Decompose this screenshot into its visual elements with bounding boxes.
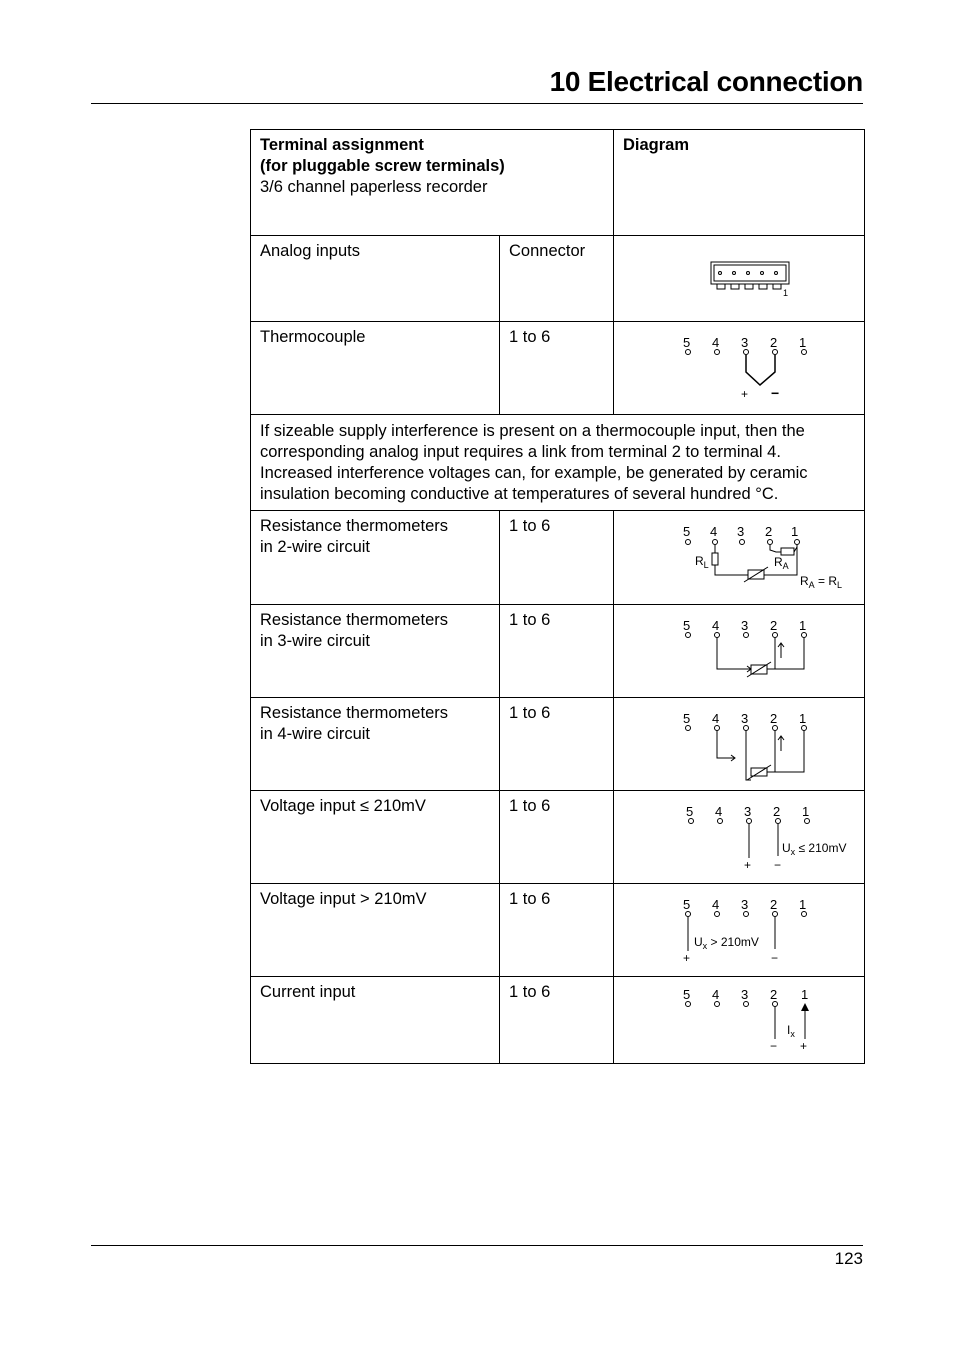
plus-sign: + xyxy=(744,858,752,872)
thermocouple-diagram-cell xyxy=(614,322,865,415)
terminal-number-1: 1 xyxy=(791,524,799,539)
terminal-3 xyxy=(744,350,749,355)
terminal-3 xyxy=(740,540,745,545)
terminal-number-3: 3 xyxy=(741,618,749,633)
voltage-high-diagram xyxy=(623,889,872,971)
terminal-number-4: 4 xyxy=(712,987,720,1002)
rtd-2wire-diagram-cell xyxy=(614,511,865,605)
header-rule xyxy=(91,103,863,104)
terminal-number-4: 4 xyxy=(712,618,720,633)
connector-pin xyxy=(747,272,750,275)
connector-pin xyxy=(733,272,736,275)
terminal-3 xyxy=(744,912,749,917)
minus-sign: − xyxy=(770,1039,778,1053)
terminal-5 xyxy=(686,350,691,355)
row-channels: 1 to 6 xyxy=(500,977,614,1064)
table-row xyxy=(251,977,865,1064)
terminal-5 xyxy=(686,726,691,731)
current-arrow xyxy=(778,643,784,658)
terminal-2 xyxy=(768,540,773,545)
chapter-title: 10 Electrical connection xyxy=(549,66,863,97)
connector-pin xyxy=(719,272,722,275)
connector-pin xyxy=(775,272,778,275)
ra-resistor xyxy=(781,548,794,555)
row-label xyxy=(251,698,500,791)
rtd-4wire-diagram-cell xyxy=(614,698,865,791)
terminal-number-4: 4 xyxy=(712,897,720,912)
rl-label: $R_L$ xyxy=(695,554,709,570)
row-label: Current input xyxy=(251,977,500,1064)
rl-wire xyxy=(715,545,748,575)
current-arrow xyxy=(778,736,784,751)
rtd-3wire-diagram-cell xyxy=(614,605,865,698)
terminal-2 xyxy=(776,819,781,824)
page-number: 123 xyxy=(834,1249,863,1268)
terminal-2 xyxy=(773,350,778,355)
table-header-row xyxy=(251,130,865,236)
voltage-low-diagram-cell xyxy=(614,791,865,884)
terminal-2 xyxy=(773,726,778,731)
connector-teeth xyxy=(717,284,781,289)
header-diagram-cell xyxy=(614,130,865,236)
terminal-3 xyxy=(744,1002,749,1007)
terminal-5 xyxy=(686,1002,691,1007)
wire-left xyxy=(717,638,751,669)
terminal-3 xyxy=(744,633,749,638)
row-label-line2: in 4-wire circuit xyxy=(260,725,371,743)
table-row xyxy=(251,791,865,884)
terminal-5 xyxy=(686,540,691,545)
terminal-1 xyxy=(805,819,810,824)
row-channels: 1 to 6 xyxy=(500,322,614,415)
terminal-1 xyxy=(802,633,807,638)
terminal-number-5: 5 xyxy=(683,711,691,726)
thermocouple-diagram xyxy=(623,327,872,409)
voltage-low-diagram xyxy=(623,796,872,878)
current-arrow-icon xyxy=(801,1003,809,1011)
table-row xyxy=(251,415,865,511)
current-input-diagram-cell xyxy=(614,977,865,1064)
rl-resistor xyxy=(712,553,718,565)
plus-sign: + xyxy=(741,387,749,401)
terminal-4 xyxy=(715,912,720,917)
row-label: Voltage input > 210mV xyxy=(251,884,500,977)
terminal-number-2: 2 xyxy=(773,804,781,819)
row-label-line1: Resistance thermometers xyxy=(260,704,448,722)
terminal-number-2: 2 xyxy=(770,897,778,912)
minus-sign: − xyxy=(771,385,780,401)
row-label-line1: Resistance thermometers xyxy=(260,611,448,629)
row-label-line2: in 3-wire circuit xyxy=(260,632,371,650)
terminal-number-4: 4 xyxy=(710,524,718,539)
voltage-high-diagram-cell xyxy=(614,884,865,977)
terminal-2 xyxy=(773,633,778,638)
thermocouple-junction xyxy=(746,355,775,385)
terminal-number-2: 2 xyxy=(770,618,778,633)
terminal-3 xyxy=(747,819,752,824)
row-channels: Connector xyxy=(500,236,614,322)
row-channels: 1 to 6 xyxy=(500,884,614,977)
terminal-4 xyxy=(715,726,720,731)
terminal-number-1: 1 xyxy=(799,335,807,350)
ux-gt-210-label: $U_x > 210mV$ xyxy=(694,935,759,951)
terminal-number-4: 4 xyxy=(715,804,723,819)
terminal-number-1: 1 xyxy=(801,987,809,1002)
wire-2 xyxy=(767,731,775,772)
terminal-number-5: 5 xyxy=(683,897,691,912)
terminal-number-4: 4 xyxy=(712,335,720,350)
rtd-4wire-diagram xyxy=(623,703,872,785)
terminal-number-1: 1 xyxy=(802,804,810,819)
terminal-1 xyxy=(802,912,807,917)
terminal-2 xyxy=(773,1002,778,1007)
header-title: Terminal assignment xyxy=(260,136,424,154)
terminal-number-5: 5 xyxy=(686,804,694,819)
connector-pin xyxy=(761,272,764,275)
terminal-4 xyxy=(715,1002,720,1007)
terminal-4 xyxy=(715,633,720,638)
plus-sign: + xyxy=(683,951,691,965)
row-label-line2: in 2-wire circuit xyxy=(260,538,371,556)
ra-label: $R_A$ xyxy=(774,555,789,571)
table-row xyxy=(251,511,865,605)
terminal-number-1: 1 xyxy=(799,711,807,726)
terminal-number-1: 1 xyxy=(799,897,807,912)
wire-1 xyxy=(775,731,804,772)
table-row xyxy=(251,698,865,791)
footer-rule xyxy=(91,1245,863,1246)
wire-3 xyxy=(746,731,751,780)
interference-note: If sizeable supply interference is present on a thermocouple input, then the corresponding analog input requires a link from terminal 2 to terminal 4. Increased interference voltages can, for example, be generated by ceramic insulation becoming conductive at temperatures of several hundred °C. xyxy=(251,415,865,511)
row-channels: 1 to 6 xyxy=(500,698,614,791)
terminal-3 xyxy=(744,726,749,731)
terminal-4 xyxy=(713,540,718,545)
row-channels: 1 to 6 xyxy=(500,511,614,605)
wire-right xyxy=(775,638,804,669)
table-row xyxy=(251,884,865,977)
current-input-diagram xyxy=(623,982,872,1058)
terminal-4 xyxy=(715,350,720,355)
table-row xyxy=(251,236,865,322)
terminal-1 xyxy=(795,540,800,545)
terminal-number-3: 3 xyxy=(741,711,749,726)
row-channels: 1 to 6 xyxy=(500,791,614,884)
terminal-number-2: 2 xyxy=(770,335,778,350)
terminal-number-1: 1 xyxy=(799,618,807,633)
terminal-4 xyxy=(718,819,723,824)
terminal-1 xyxy=(802,350,807,355)
terminal-number-3: 3 xyxy=(741,897,749,912)
connector-diagram xyxy=(623,241,872,316)
connector-diagram-cell xyxy=(614,236,865,322)
connector-pin1-label: 1 xyxy=(783,288,789,298)
header-subtitle: (for pluggable screw terminals) xyxy=(260,157,505,175)
ix-label: $I_x$ xyxy=(787,1023,795,1039)
header-cell xyxy=(251,130,614,236)
terminal-number-2: 2 xyxy=(770,711,778,726)
terminal-number-4: 4 xyxy=(712,711,720,726)
terminal-5 xyxy=(689,819,694,824)
rtd-2wire-diagram xyxy=(623,516,872,599)
terminal-number-3: 3 xyxy=(741,335,749,350)
plus-sign: + xyxy=(800,1039,808,1053)
terminal-assignment-table xyxy=(250,129,865,1064)
terminal-number-5: 5 xyxy=(683,524,691,539)
terminal-5 xyxy=(686,633,691,638)
rtd-3wire-diagram xyxy=(623,610,872,692)
terminal-number-3: 3 xyxy=(741,987,749,1002)
minus-sign: − xyxy=(774,858,782,872)
row-label: Thermocouple xyxy=(251,322,500,415)
row-label: Analog inputs xyxy=(251,236,500,322)
terminal-number-2: 2 xyxy=(765,524,773,539)
terminal-number-2: 2 xyxy=(770,987,778,1002)
minus-sign: − xyxy=(771,951,779,965)
terminal-number-5: 5 xyxy=(683,618,691,633)
table-row xyxy=(251,605,865,698)
row-channels: 1 to 6 xyxy=(500,605,614,698)
header-device: 3/6 channel paperless recorder xyxy=(260,178,488,196)
terminal-number-5: 5 xyxy=(683,335,691,350)
terminal-number-5: 5 xyxy=(683,987,691,1002)
row-label: Voltage input ≤ 210mV xyxy=(251,791,500,884)
row-label xyxy=(251,511,500,605)
header-diagram-label: Diagram xyxy=(623,136,690,154)
wire-4 xyxy=(717,731,735,758)
wire-middle xyxy=(767,638,775,669)
row-label-line1: Resistance thermometers xyxy=(260,517,448,535)
ux-le-210-label: $U_x \le 210mV$ xyxy=(782,841,847,857)
terminal-1 xyxy=(802,726,807,731)
terminal-number-3: 3 xyxy=(744,804,752,819)
row-label xyxy=(251,605,500,698)
ra-equals-rl: $R_A = R_L$ xyxy=(800,574,843,590)
terminal-number-3: 3 xyxy=(737,524,745,539)
terminal-5 xyxy=(686,912,691,917)
terminal-2 xyxy=(773,912,778,917)
table-row xyxy=(251,322,865,415)
